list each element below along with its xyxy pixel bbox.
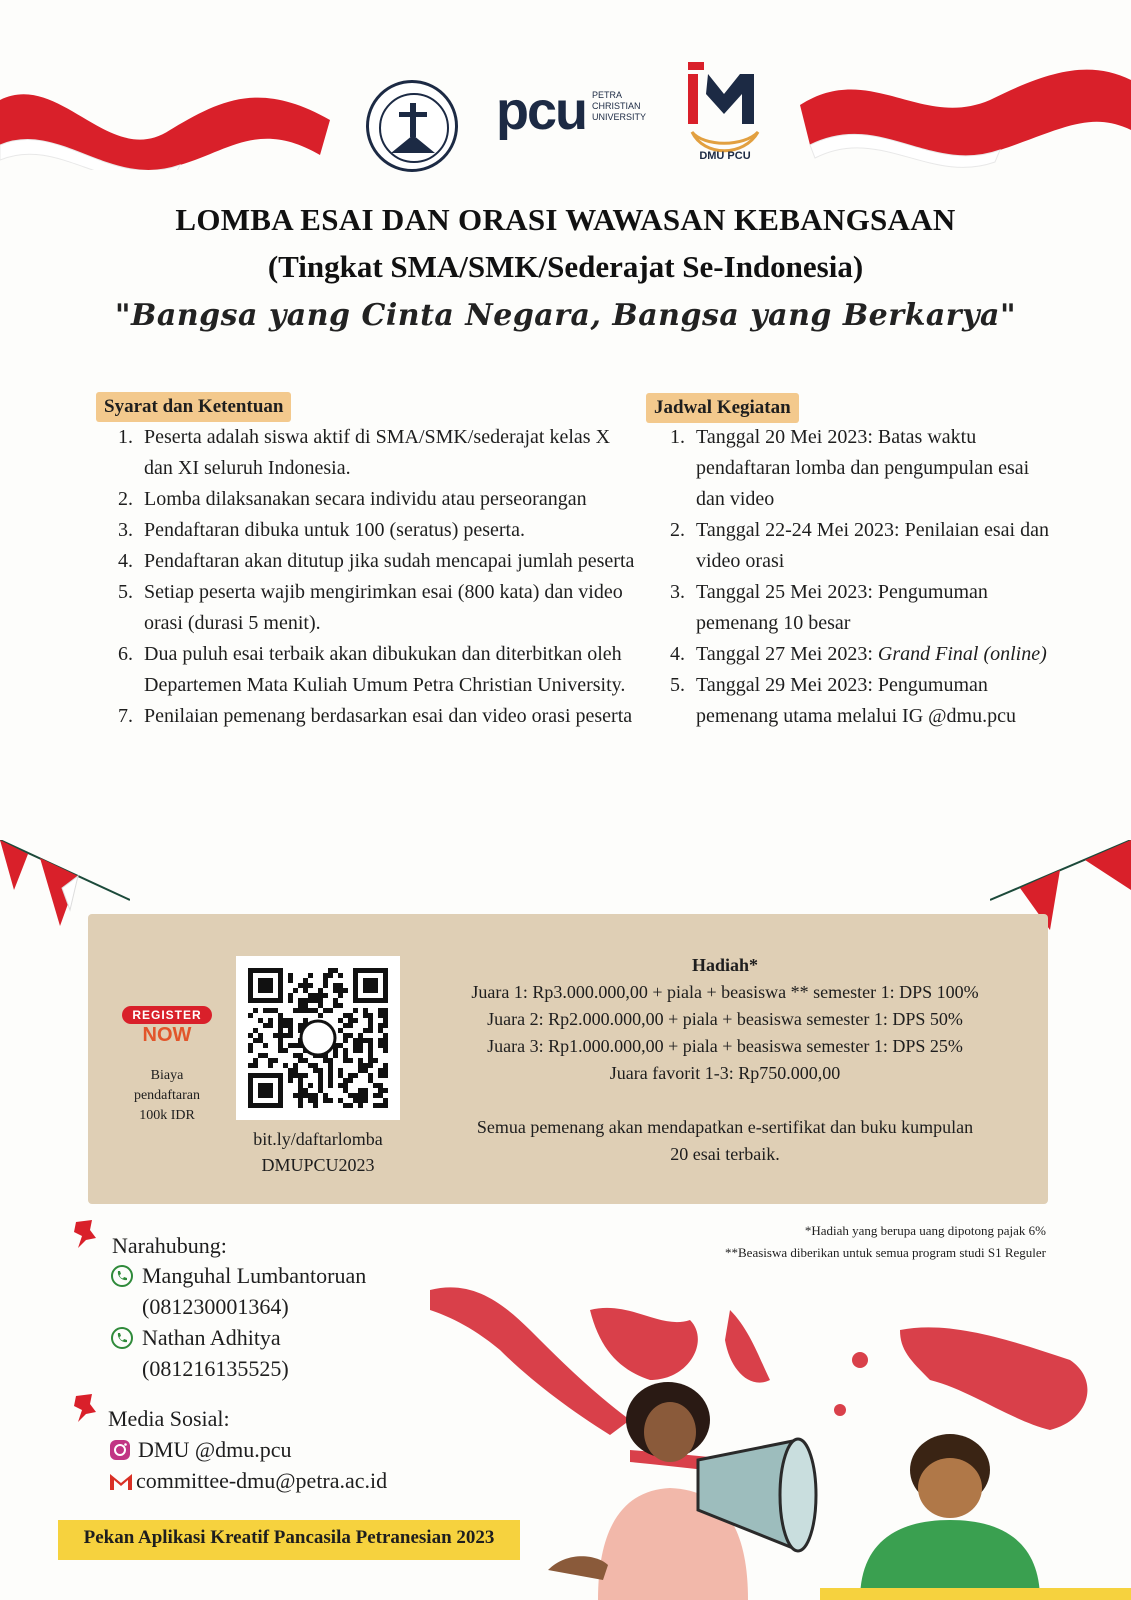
instagram-icon	[108, 1438, 132, 1462]
hadiah-line: Juara 1: Rp3.000.000,00 + piala + beasiswa ** semester 1: DPS 100%	[471, 982, 979, 1002]
tagline: "Bangsa yang Cinta Negara, Bangsa yang Berkarya"	[114, 298, 1017, 333]
item-number: 5.	[670, 674, 685, 696]
contact-phone-2[interactable]: (081216135525)	[142, 1356, 289, 1381]
jadwal-list	[670, 422, 1060, 732]
register-badge[interactable]	[122, 1006, 212, 1052]
item-text: Pendaftaran akan ditutup jika sudah mencapai jumlah peserta	[144, 550, 635, 572]
main-title: LOMBA ESAI DAN ORASI WAWASAN KEBANGSAAN	[175, 202, 956, 237]
footnote-1: *Hadiah yang berupa uang dipotong pajak 6%	[804, 1223, 1046, 1238]
email-address[interactable]: committee-dmu@petra.ac.id	[136, 1468, 388, 1493]
flag-ribbon-left	[0, 60, 340, 170]
dmu-label: DMU PCU	[699, 150, 751, 162]
register-label: REGISTER	[122, 1006, 212, 1024]
item-text: Tanggal 27 Mei 2023:	[696, 643, 878, 665]
hadiah-closing: 20 esai terbaik.	[670, 1144, 780, 1164]
pcu-subtitle: PETRA CHRISTIAN UNIVERSITY	[592, 90, 647, 122]
jadwal-item	[670, 670, 1060, 732]
footer-text: Pekan Aplikasi Kreatif Pancasila Petranesian 2023	[83, 1527, 495, 1548]
now-label: NOW	[142, 1024, 192, 1046]
subtitle: (Tingkat SMA/SMK/Sederajat Se-Indonesia)	[267, 249, 864, 284]
qr-code-icon	[236, 956, 400, 1120]
contact-phone-1[interactable]: (081230001364)	[142, 1294, 289, 1319]
syarat-item	[118, 639, 638, 701]
link-line-2: DMUPCU2023	[261, 1155, 375, 1175]
instagram-handle[interactable]: DMU @dmu.pcu	[138, 1437, 292, 1462]
hadiah-line: Juara 3: Rp1.000.000,00 + piala + beasiswa semester 1: DPS 25%	[487, 1036, 963, 1056]
syarat-heading: Syarat dan Ketentuan	[96, 392, 291, 422]
item-text: Tanggal 29 Mei 2023: Pengumuman pemenang utama melalui IG @dmu.pcu	[696, 674, 1016, 727]
flag-ribbon-right	[790, 50, 1131, 180]
syarat-item	[118, 422, 638, 484]
phone-icon	[110, 1264, 134, 1288]
hadiah-closing: Semua pemenang akan mendapatkan e-sertifikat dan buku kumpulan	[476, 1117, 974, 1137]
jadwal-heading: Jadwal Kegiatan	[646, 393, 799, 423]
woman-megaphone-illustration	[548, 1380, 828, 1600]
fee-line-3: 100k IDR	[139, 1108, 195, 1123]
jadwal-item	[670, 577, 1060, 639]
syarat-item	[118, 546, 638, 577]
gmail-icon	[108, 1472, 134, 1492]
item-number: 4.	[118, 550, 133, 572]
pcu-logo	[496, 81, 647, 141]
item-text: Tanggal 25 Mei 2023: Pengumuman pemenang 10 besar	[696, 581, 988, 634]
social-heading: Media Sosial:	[108, 1406, 230, 1431]
fee-line-2: pendaftaran	[133, 1088, 201, 1103]
hadiah-line: Juara favorit 1-3: Rp750.000,00	[609, 1063, 841, 1083]
pcu-wordmark: pcu	[496, 81, 587, 141]
hadiah-line: Juara 2: Rp2.000.000,00 + piala + beasiswa semester 1: DPS 50%	[487, 1009, 963, 1029]
cross-icon	[391, 103, 435, 153]
item-number: 6.	[118, 643, 133, 665]
item-text: Dua puluh esai terbaik akan dibukukan dan diterbitkan oleh Departemen Mata Kuliah Umum Petra Christian University.	[144, 643, 626, 696]
footnotes	[600, 1220, 1046, 1264]
item-italic-text: Grand Final (online)	[877, 643, 1047, 665]
item-number: 3.	[670, 581, 685, 603]
item-text: Tanggal 20 Mei 2023: Batas waktu pendaftaran lomba dan pengumpulan esai dan video	[696, 426, 1030, 510]
jadwal-item	[670, 422, 1060, 515]
syarat-item	[118, 701, 638, 732]
contact-heading: Narahubung:	[112, 1233, 227, 1258]
qr-code[interactable]	[236, 956, 400, 1120]
item-number: 3.	[118, 519, 133, 541]
boy-writing-illustration	[820, 1430, 1131, 1600]
registration-link[interactable]	[236, 1126, 400, 1178]
item-text: Pendaftaran dibuka untuk 100 (seratus) peserta.	[144, 519, 525, 541]
syarat-item	[118, 515, 638, 546]
item-text: Setiap peserta wajib mengirimkan esai (800 kata) dan video orasi (durasi 5 menit).	[144, 581, 623, 634]
syarat-list	[118, 422, 638, 732]
item-text: Penilaian pemenang berdasarkan esai dan video orasi peserta	[144, 705, 633, 727]
hadiah-block	[430, 952, 1020, 1168]
contact-name-2: Nathan Adhitya	[142, 1325, 281, 1350]
item-number: 4.	[670, 643, 685, 665]
pushpin-icon	[72, 1218, 100, 1250]
item-number: 1.	[670, 426, 685, 448]
item-number: 7.	[118, 705, 133, 727]
item-text: Lomba dilaksanakan secara individu atau perseorangan	[144, 488, 587, 510]
hadiah-heading: Hadiah*	[691, 955, 759, 975]
fee-line-1: Biaya	[150, 1068, 184, 1083]
footnote-2: **Beasiswa diberikan untuk semua program studi S1 Reguler	[725, 1245, 1046, 1260]
jadwal-item	[670, 639, 1060, 670]
ukp-seal-logo	[366, 80, 458, 172]
link-line-1: bit.ly/daftarlomba	[253, 1129, 383, 1149]
pushpin-icon	[72, 1392, 100, 1424]
contact-name-1: Manguhal Lumbantoruan	[142, 1263, 367, 1288]
jadwal-item	[670, 515, 1060, 577]
item-number: 2.	[118, 488, 133, 510]
item-number: 5.	[118, 581, 133, 603]
item-number: 1.	[118, 426, 133, 448]
syarat-item	[118, 484, 638, 515]
item-text: Peserta adalah siswa aktif di SMA/SMK/sederajat kelas X dan XI seluruh Indonesia.	[144, 426, 611, 479]
fee-text	[112, 1066, 222, 1126]
syarat-item	[118, 577, 638, 639]
phone-icon	[110, 1326, 134, 1350]
item-number: 2.	[670, 519, 685, 541]
item-text: Tanggal 22-24 Mei 2023: Penilaian esai dan video orasi	[696, 519, 1049, 572]
